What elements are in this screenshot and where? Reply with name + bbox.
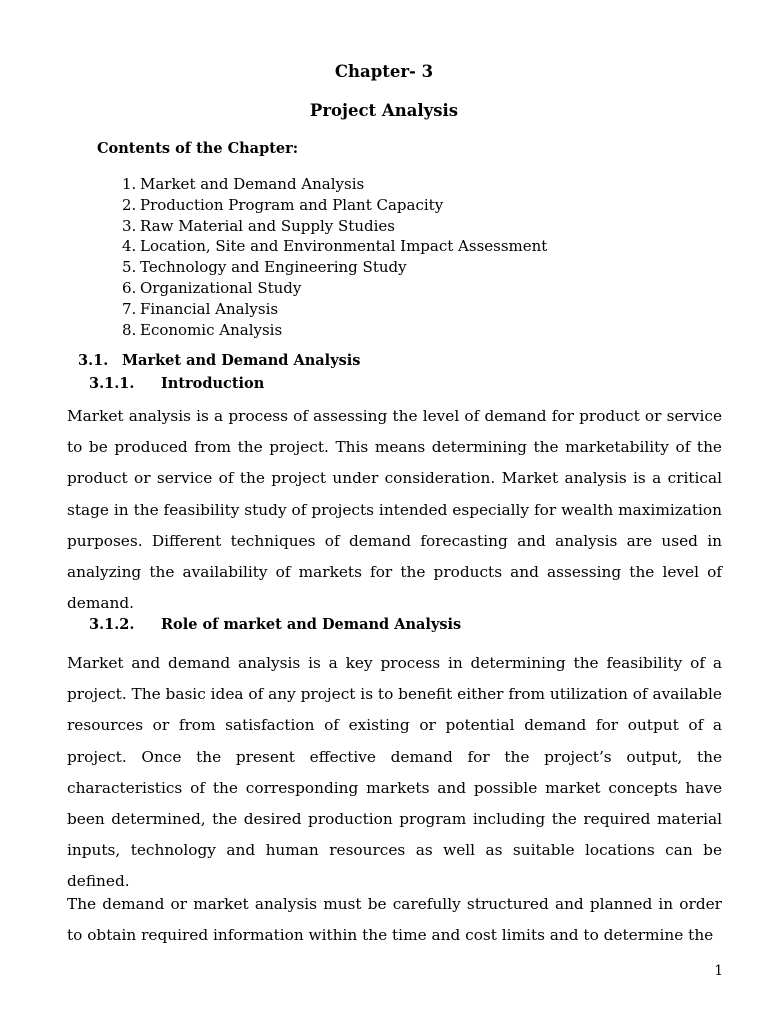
contents-item	[122, 257, 547, 278]
section-heading-3-1	[78, 352, 360, 369]
contents-item-label: Financial Analysis	[140, 299, 279, 318]
contents-item-number: 4.	[122, 237, 137, 256]
contents-item	[122, 320, 547, 341]
contents-item-label: Location, Site and Environmental Impact Assessment	[140, 237, 548, 256]
paragraph-introduction: Market analysis is a process of assessing the level of demand for product or service to be produced from the project. This means determining the marketability of the product or service of the project under consideration. Market analysis is a critical stage in the feasibility study of projects intended especially for wealth maximization purposes. Different techniques of demand forecasting and analysis are used in analyzing the availability of markets for the products and assessing the level of demand.	[67, 407, 722, 613]
paragraph-role-1: Market and demand analysis is a key process in determining the feasibility of a project. The basic idea of any project is to benefit either from utilization of available resources or from satisfaction of existing or potential demand for output of a project. Once the present effective demand for the project’s output, the characteristics of the corresponding markets and possible market concepts have been determined, the desired production program including the required material inputs, technology and human resources as well as suitable locations can be defined.	[67, 654, 722, 891]
section-title: Introduction	[161, 375, 265, 392]
section-number: 3.1.	[78, 352, 109, 369]
chapter-title: Project Analysis	[309, 101, 459, 120]
page-number: 1	[714, 963, 723, 979]
paragraph-role-2: The demand or market analysis must be carefully structured and planned in order to obtain required information within the time and cost limits and to determine the	[67, 895, 722, 945]
contents-item-label: Raw Material and Supply Studies	[140, 216, 395, 235]
contents-item-number: 1.	[122, 175, 137, 193]
contents-heading: Contents of the Chapter:	[97, 140, 299, 157]
chapter-label: Chapter- 3	[334, 62, 434, 81]
contents-item	[122, 195, 547, 216]
section-number: 3.1.1.	[89, 375, 135, 392]
contents-list	[122, 174, 547, 340]
contents-item-label: Organizational Study	[140, 278, 302, 297]
contents-item-label: Economic Analysis	[140, 320, 283, 339]
section-number: 3.1.2.	[89, 616, 135, 633]
contents-item-label: Technology and Engineering Study	[140, 258, 407, 277]
section-heading-3-1-2	[89, 616, 461, 633]
contents-item-number: 5.	[122, 258, 137, 277]
contents-item	[122, 216, 547, 237]
contents-item-number: 2.	[122, 195, 137, 214]
contents-item-number: 8.	[122, 320, 137, 339]
section-title: Role of market and Demand Analysis	[161, 616, 462, 633]
contents-item-number: 3.	[122, 216, 137, 235]
contents-item-number: 7.	[122, 299, 137, 318]
contents-item-label: Production Program and Plant Capacity	[140, 195, 444, 214]
contents-item	[122, 236, 547, 257]
section-title: Market and Demand Analysis	[122, 352, 361, 369]
section-heading-3-1-1	[89, 375, 264, 392]
contents-item	[122, 299, 547, 320]
contents-item	[122, 174, 547, 195]
contents-item-number: 6.	[122, 278, 137, 297]
contents-item	[122, 278, 547, 299]
contents-item-label: Market and Demand Analysis	[140, 175, 365, 193]
